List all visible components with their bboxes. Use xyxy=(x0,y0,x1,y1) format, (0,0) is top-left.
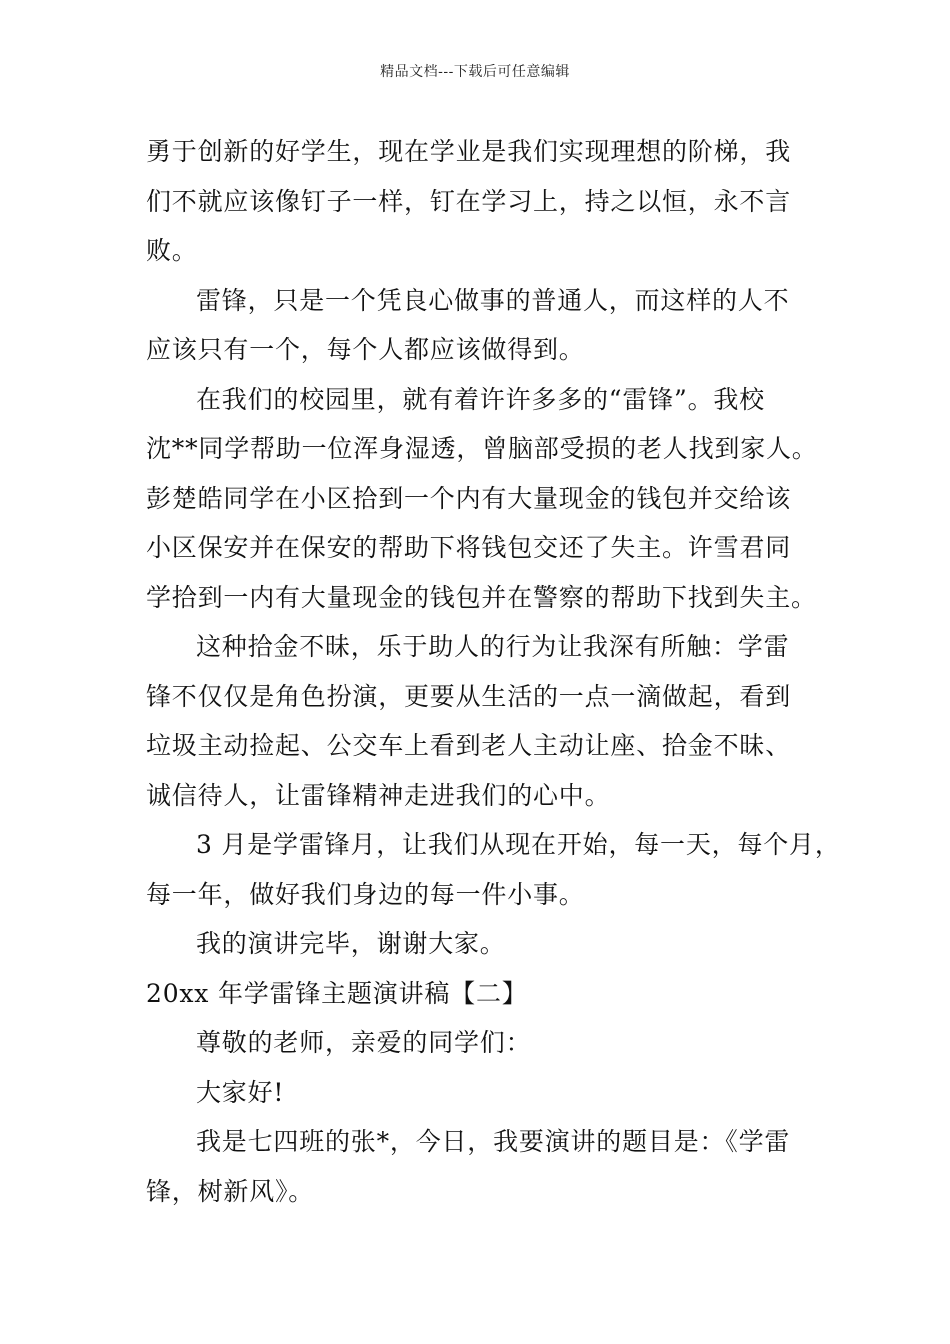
paragraph-start: 我是七四班的张*，今日，我要演讲的题目是：《学雷 xyxy=(196,1127,791,1156)
text-line: 彭楚皓同学在小区拾到一个内有大量现金的钱包并交给该 xyxy=(146,483,792,513)
text-line: 学拾到一内有大量现金的钱包并在警察的帮助下找到失主。 xyxy=(146,582,817,612)
text-line: 锋，树新风》。 xyxy=(146,1176,315,1206)
text-line: 应该只有一个，每个人都应该做得到。 xyxy=(146,335,585,364)
text-line: 沈**同学帮助一位浑身湿透，曾脑部受损的老人找到家人。 xyxy=(146,434,818,463)
paragraph-start: 在我们的校园里，就有着许许多多的“雷锋”。我校 xyxy=(196,384,765,414)
paragraph-start: 这种拾金不昧，乐于助人的行为让我深有所触：学雷 xyxy=(196,632,790,661)
section-heading: 20xx 年学雷锋主题演讲稿【二】 xyxy=(146,978,528,1008)
document-body xyxy=(146,127,841,1216)
greeting: 大家好! xyxy=(196,1077,285,1107)
text-line: 每一年，做好我们身边的每一件小事。 xyxy=(146,879,585,909)
text-line: 勇于创新的好学生，现在学业是我们实现理想的阶梯，我 xyxy=(146,137,792,166)
salutation: 尊敬的老师，亲爱的同学们： xyxy=(196,1028,532,1057)
text-line: 败。 xyxy=(146,236,198,265)
paragraph-start: 3 月是学雷锋月，让我们从现在开始，每一天，每个月， xyxy=(196,830,841,859)
closing-line: 我的演讲完毕，谢谢大家。 xyxy=(196,929,506,958)
text-line: 诚信待人，让雷锋精神走进我们的心中。 xyxy=(146,780,611,810)
page-header: 精品文档---下载后可任意编辑 xyxy=(380,64,570,80)
text-line: 锋不仅仅是角色扮演，更要从生活的一点一滴做起，看到 xyxy=(146,681,792,711)
text-line: 垃圾主动捡起、公交车上看到老人主动让座、拾金不昧、 xyxy=(146,731,792,760)
paragraph-start: 雷锋，只是一个凭良心做事的普通人，而这样的人不 xyxy=(196,285,790,315)
text-line: 小区保安并在保安的帮助下将钱包交还了失主。许雪君同 xyxy=(146,533,792,562)
text-line: 们不就应该像钉子一样，钉在学习上，持之以恒，永不言 xyxy=(146,186,792,216)
